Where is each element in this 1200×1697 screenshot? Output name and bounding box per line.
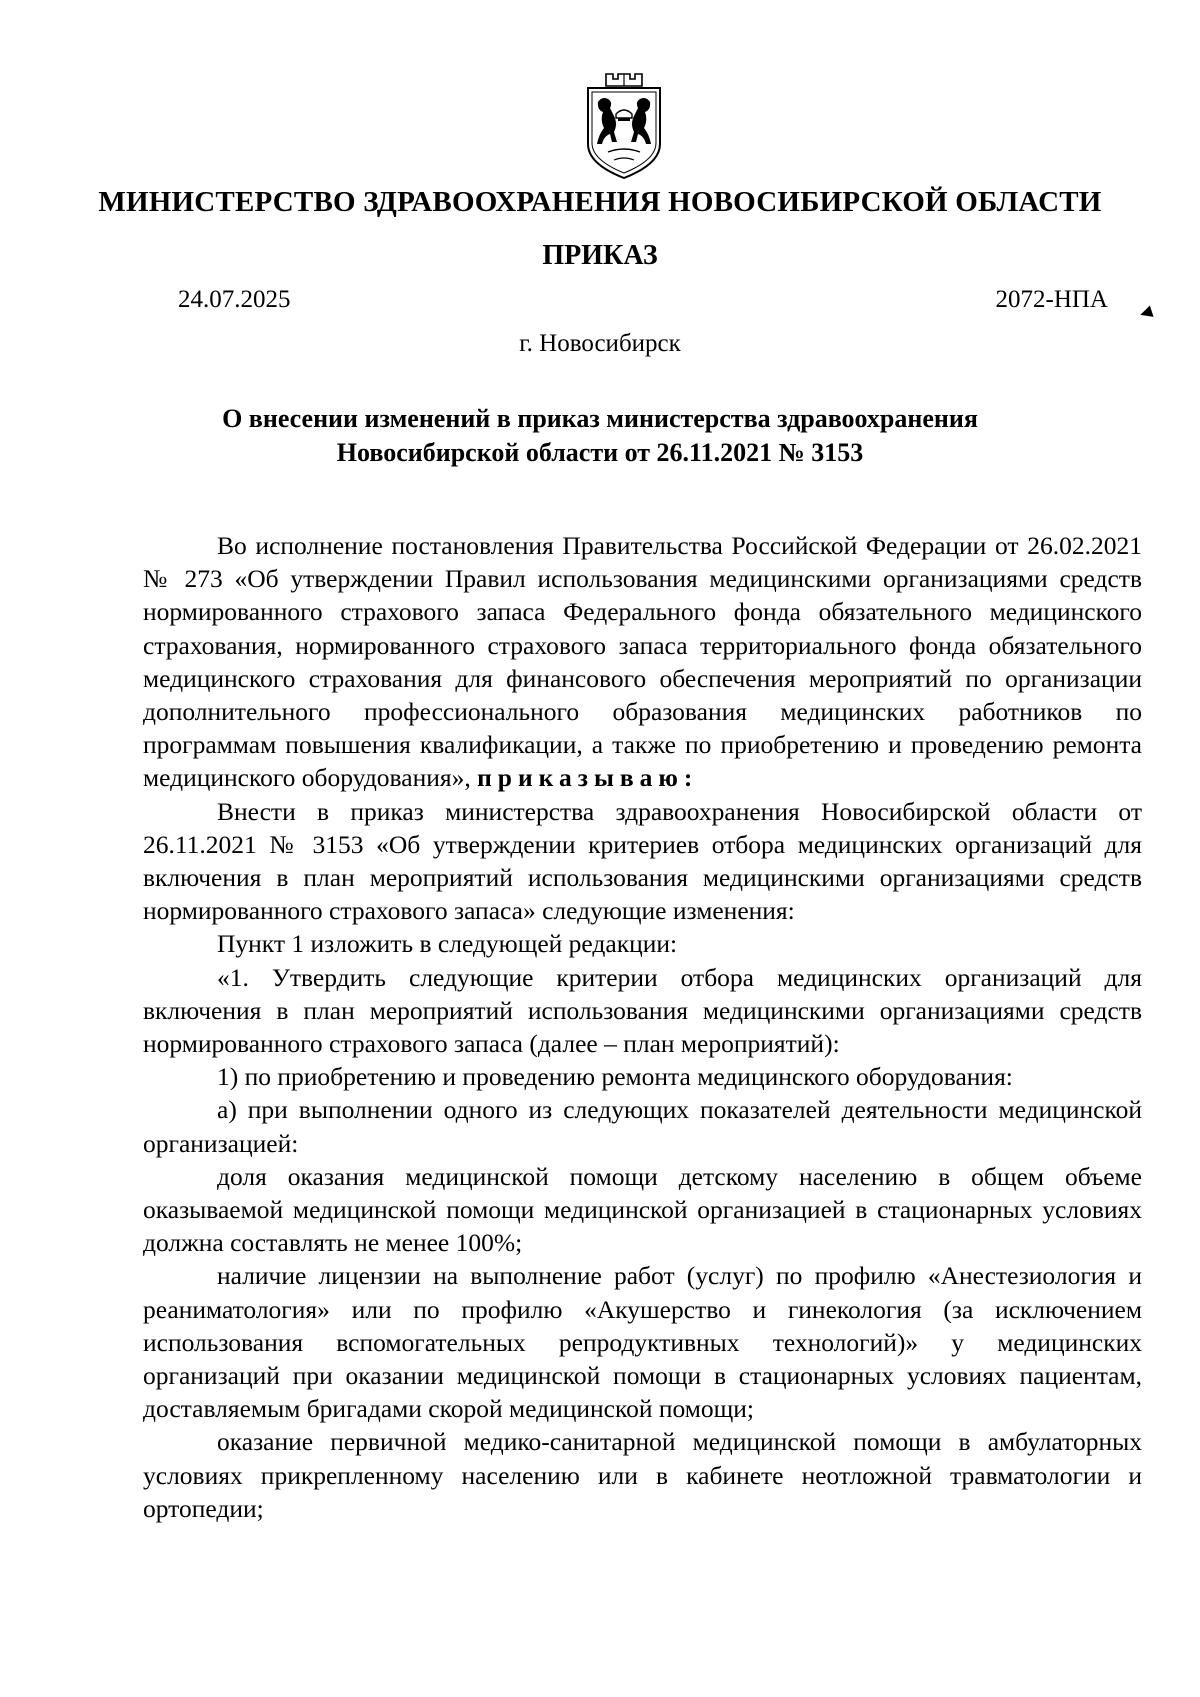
document-body [143, 529, 1142, 1525]
coat-of-arms-icon [584, 72, 664, 180]
document-type: ПРИКАЗ [542, 240, 658, 271]
paragraph-subclause-a: а) при выполнении одного из следующих показателей деятельности медицинской организацией: [143, 1095, 1142, 1158]
document-number: 2072-НПА [995, 286, 1108, 313]
order-word: приказываю: [477, 763, 699, 793]
subject-line-1: О внесении изменений в приказ министерства здравоохранения [222, 404, 978, 433]
document-city: г. Новосибирск [519, 330, 681, 357]
triangle-marker-icon [1138, 305, 1153, 320]
subject-line-2: Новосибирской области от 26.11.2021 № 3153 [336, 438, 864, 467]
paragraph-amendment: Внести в приказ министерства здравоохранения Новосибирской области от 26.11.2021 № 3153 «Об утверждении критериев отбора медицинских организаций для включения в план мероприятий использования медицинскими организациями средств нормированного страхового запаса» следующие изменения: [143, 796, 1142, 926]
paragraph-clause-1: «1. Утвердить следующие критерии отбора медицинских организаций для включения в план мероприятий использования медицинскими организациями средств нормированного страхового запаса (далее – план мероприятий): [143, 962, 1142, 1059]
paragraph-subclause-1: 1) по приобретению и проведению ремонта медицинского оборудования: [217, 1062, 1013, 1092]
document-date: 24.07.2025 [178, 286, 291, 313]
paragraph-preamble [143, 529, 1142, 795]
paragraph-criterion-children: доля оказания медицинской помощи детскому населению в общем объеме оказываемой медицинской помощи медицинской организацией в стационарных условиях должна составлять не менее 100%; [143, 1161, 1142, 1258]
paragraph-criterion-primary-care: оказание первичной медико-санитарной медицинской помощи в амбулаторных условиях прикрепленному населению или в кабинете неотложной травматологии и ортопедии; [143, 1427, 1142, 1523]
preamble-text: Во исполнение постановления Правительства Российской Федерации от 26.02.2021 № 273 «Об утверждении Правил использования медицинскими организациями средств нормированного страхового запаса Федерального фонда обязательного медицинского страхования, нормированного страхового запаса территориального фонда обязательного медицинского страхования для финансового обеспечения мероприятий по организации дополнительного профессионального образования медицинских работников по программам повышения квалификации, а также по приобретению и проведению ремонта медицинского оборудования», [143, 531, 1142, 793]
document-subject [150, 402, 1050, 470]
paragraph-clause-intro: Пункт 1 изложить в следующей редакции: [217, 929, 678, 959]
paragraph-criterion-license: наличие лицензии на выполнение работ (услуг) по профилю «Анестезиология и реаниматология» или по профилю «Акушерство и гинекология (за исключением использования вспомогательных репродуктивных технологий)» у медицинских организаций при оказании медицинской помощи в стационарных условиях пациентам, доставляемым бригадами скорой медицинской помощи; [143, 1261, 1142, 1424]
ministry-name: МИНИСТЕРСТВО ЗДРАВООХРАНЕНИЯ НОВОСИБИРСКОЙ ОБЛАСТИ [98, 186, 1102, 218]
